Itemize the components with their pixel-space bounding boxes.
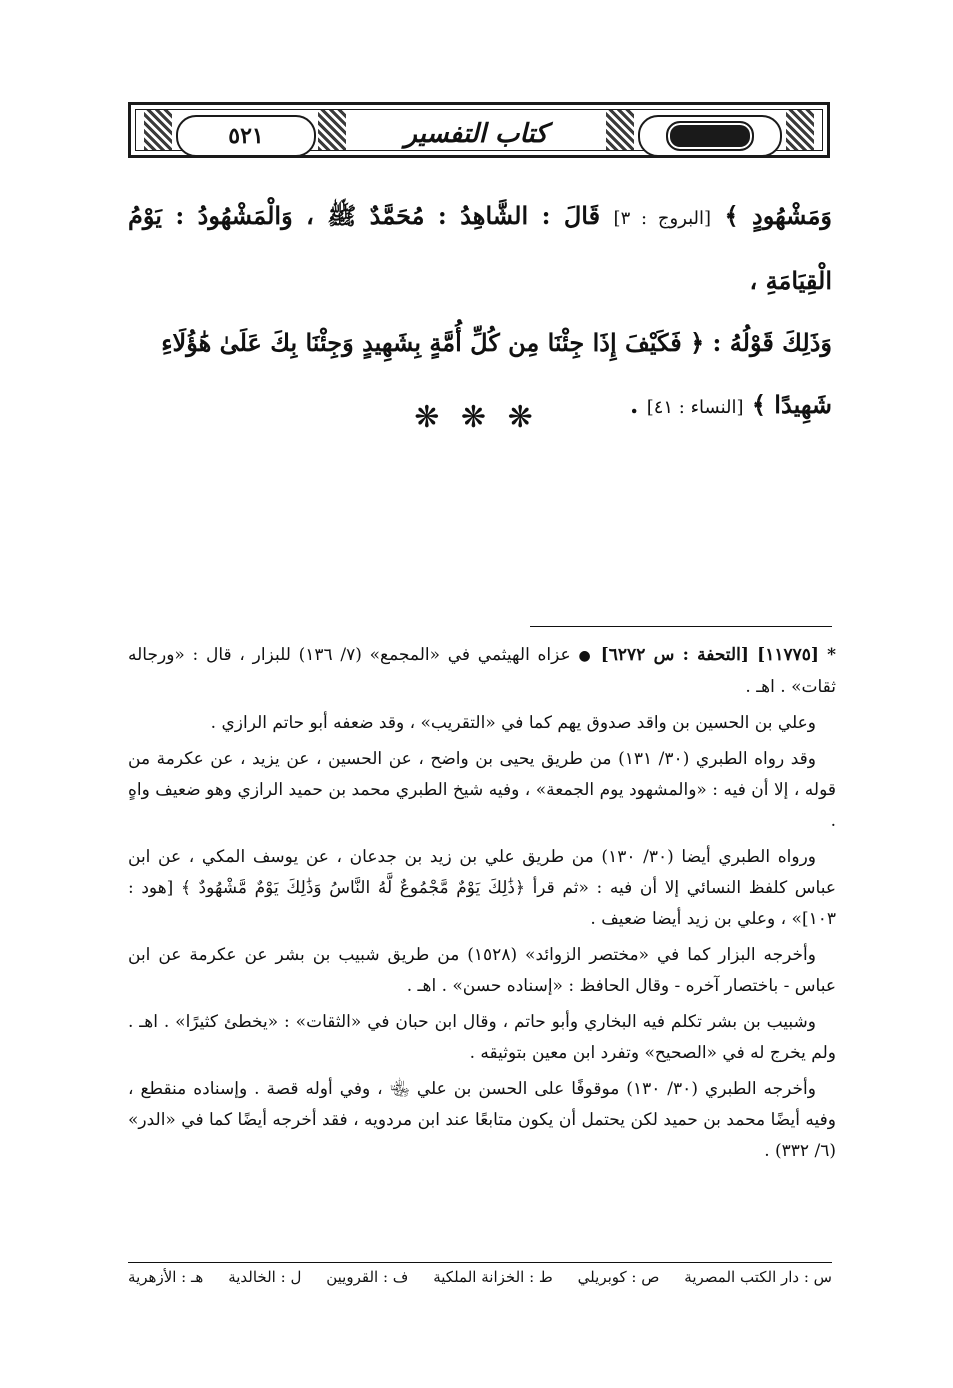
- footnote-divider: [530, 626, 832, 627]
- ornament-strip-icon: [786, 110, 814, 150]
- ornament-strip-icon: [318, 110, 346, 150]
- main-text-fragment: وَمَشْهُودٍ ﴾: [724, 201, 833, 230]
- footnotes: [128, 640, 836, 1172]
- footnote-paragraph: وأخرجه البزار كما في «مختصر الزوائد» (١٥٢٨) من طريق شبيب بن بشر عن عكرمة عن ابن عباس - باختصار آخره - وقال الحافظ : «إسناده حسن» . اهـ .: [128, 945, 836, 996]
- siglum: هـ : الأزهرية: [128, 1268, 204, 1286]
- footnote-paragraph: [128, 640, 836, 703]
- section-separator: ❋ ❋ ❋: [414, 400, 539, 435]
- main-line-1: [128, 185, 832, 312]
- main-line-2: وَذَلِكَ قَوْلُهُ : ﴿ فَكَيْفَ إِذَا جِئْنَا مِن كُلِّ أُمَّةٍ بِشَهِيدٍ وَجِئْنَا بِكَ عَلَىٰ هَٰؤُلَاءِ: [161, 328, 832, 357]
- seal-icon: [666, 121, 754, 151]
- ornament-strip-icon: [606, 110, 634, 150]
- footnote-paragraph: وقد رواه الطبري (٣٠/ ١٣١) من طريق يحيى بن واضح ، عن الحسين ، عن يزيد ، عن عكرمة من قوله ، إلا أن فيه : «والمشهود يوم الجمعة» ، وفيه شيخ الطبري محمد بن حميد الرازي وهو ضعيف واهٍ .: [128, 749, 836, 831]
- siglum: س : دار الكتب المصرية: [684, 1268, 832, 1286]
- bullet-icon: ●: [578, 648, 593, 664]
- page-header: [128, 102, 830, 158]
- emblem-seal-icon: [638, 115, 782, 157]
- footnote-paragraph: وشبيب بن بشر تكلم فيه البخاري وأبو حاتم ، وقال ابن حبان في «الثقات» : «يخطئ كثيرًا» . اهـ . ولم يخرج له في «الصحيح» وتفرد ابن معين بتوثيقه .: [128, 1012, 836, 1063]
- page-number: ٥٢١: [176, 115, 316, 157]
- manuscript-sigla: [128, 1268, 832, 1286]
- verse-reference: [النساء : ٤١]: [646, 397, 744, 418]
- siglum: ف : القرويين: [326, 1268, 409, 1286]
- running-title: كتاب التفسير: [404, 119, 548, 149]
- main-text-fragment: قَالَ : الشَّاهِدُ : مُحَمَّدٌ ﷺ ، وَالْمَشْهُودُ : يَوْمُ الْقِيَامَةِ ،: [128, 201, 832, 295]
- main-text-fragment: شَهِيدًا ﴾: [751, 390, 832, 419]
- header-inner-frame: [135, 109, 823, 151]
- footnote-text: عزاه الهيثمي في «المجمع» (٧/ ١٣٦) للبزار ، قال : «ورجاله ثقات» . اهـ .: [128, 645, 836, 697]
- siglum: ط : الخزانة الملكية: [433, 1268, 553, 1286]
- siglum: ص : كوبريلي: [577, 1268, 660, 1286]
- main-text-fragment: .: [629, 390, 639, 419]
- verse-reference: [البروج : ٣]: [613, 208, 712, 229]
- footnote-paragraph: وعلي بن الحسين بن واقد صدوق يهم كما في «التقريب» ، وقد ضعفه أبو حاتم الرازي .: [210, 713, 816, 733]
- ornament-strip-icon: [144, 110, 172, 150]
- footnote-head: * [١١٧٧٥] [التحفة : س ٦٢٧٢]: [600, 645, 837, 665]
- footnote-paragraph: وأخرجه الطبري (٣٠/ ١٣٠) موقوفًا على الحسن بن علي ﵄ ، وفي أوله قصة . وإسناده منقطع ، وفيه أيضًا محمد بن حميد لكن يحتمل أن يكون متابعًا عند ابن مردويه ، فقد أخرجه أيضًا كما في «الدر» (٦/ ٣٣٢) .: [128, 1079, 836, 1161]
- siglum: ل : الخالدية: [228, 1268, 302, 1286]
- footnote-paragraph: ورواه الطبري أيضا (٣٠/ ١٣٠) من طريق علي بن زيد بن جدعان ، عن يوسف المكي ، عن ابن عباس كلفظ النسائي إلا أن فيه : «ثم قرأ ﴿ذَٰلِكَ يَوْمٌ مَّجْمُوعٌ لَّهُ النَّاسُ وَذَٰلِكَ يَوْمٌ مَّشْهُودٌ ﴾ [هود : ١٠٣]» ، وعلي بن زيد أيضا ضعيف .: [128, 847, 836, 929]
- sigla-divider: [128, 1262, 832, 1263]
